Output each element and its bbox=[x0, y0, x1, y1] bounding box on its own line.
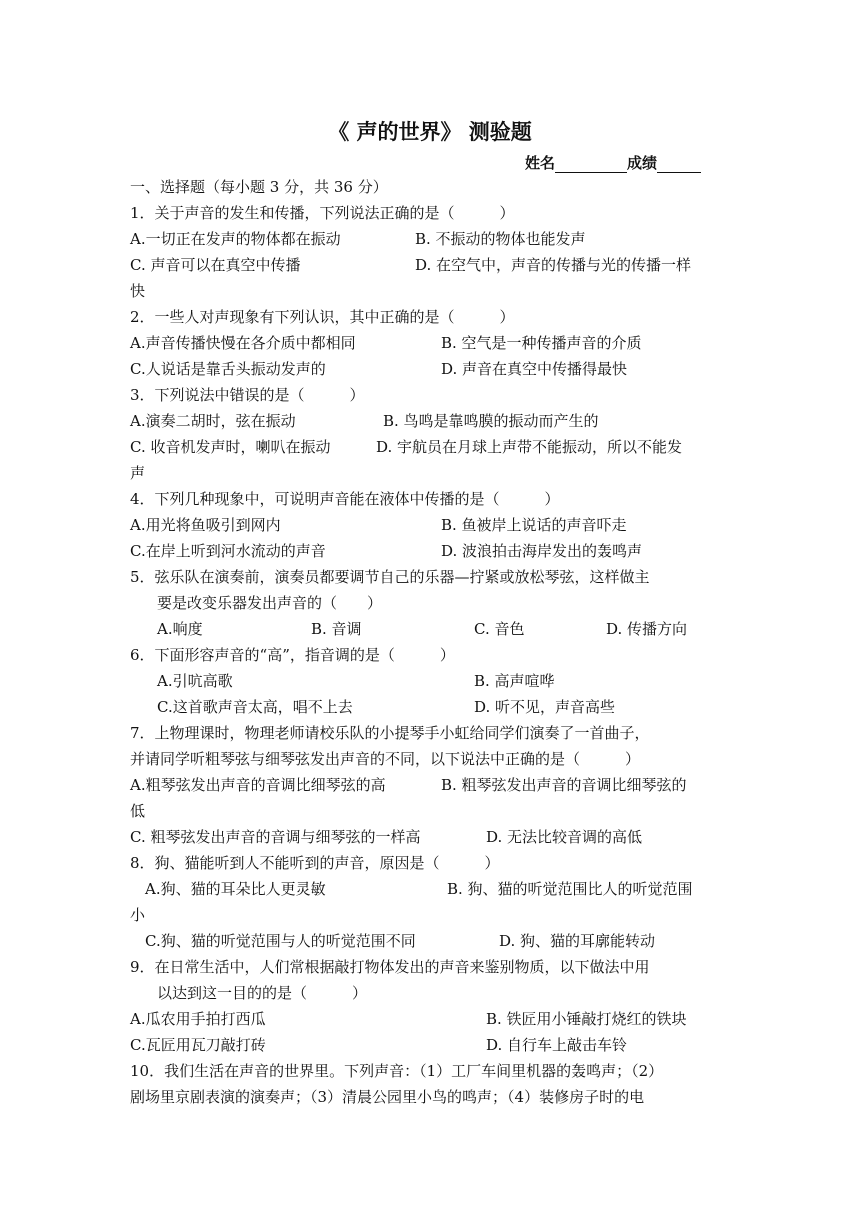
section-heading: 一、选择题（每小题 3 分，共 36 分） bbox=[130, 178, 388, 196]
name-blank[interactable] bbox=[555, 157, 627, 173]
q1-option-d: D. 在空气中，声音的传播与光的传播一样 bbox=[415, 256, 692, 274]
q4-option-b: B. 鱼被岸上说话的声音吓走 bbox=[441, 516, 627, 534]
q8-option-c: C.狗、猫的听觉范围与人的听觉范围不同 bbox=[145, 932, 416, 950]
question-5-stem: 5．弦乐队在演奏前，演奏员都要调节自己的乐器—拧紧或放松琴弦，这样做主 bbox=[130, 568, 650, 586]
q7-option-a: A.粗琴弦发出声音的音调比细琴弦的高 bbox=[130, 776, 386, 794]
q8-option-b: B. 狗、猫的听觉范围比人的听觉范围 bbox=[447, 880, 693, 898]
score-blank[interactable] bbox=[657, 157, 701, 173]
question-7-stem-continued: 并请同学听粗琴弦与细琴弦发出声音的不同，以下说法中正确的是（ ） bbox=[130, 750, 641, 768]
q9-option-c: C.瓦匠用瓦刀敲打砖 bbox=[130, 1036, 266, 1054]
q9-option-a: A.瓜农用手拍打西瓜 bbox=[130, 1010, 266, 1028]
score-label: 成绩 bbox=[627, 154, 658, 172]
q7-option-d: D. 无法比较音调的高低 bbox=[486, 828, 643, 846]
q5-option-d: D. 传播方向 bbox=[606, 620, 688, 638]
student-info-line bbox=[525, 152, 701, 173]
question-9-stem: 9．在日常生活中，人们常根据敲打物体发出的声音来鉴别物质，以下做法中用 bbox=[130, 958, 650, 976]
q6-option-d: D. 听不见，声音高些 bbox=[474, 698, 616, 716]
q1-option-d-continued: 快 bbox=[130, 282, 146, 300]
question-9-stem-continued: 以达到这一目的的是（ ） bbox=[157, 984, 368, 1002]
q3-option-c: C. 收音机发声时，喇叭在振动 bbox=[130, 438, 331, 456]
question-3-stem: 3．下列说法中错误的是（ ） bbox=[130, 386, 365, 404]
q3-option-a: A.演奏二胡时，弦在振动 bbox=[130, 412, 296, 430]
question-4-stem: 4．下列几种现象中，可说明声音能在液体中传播的是（ ） bbox=[130, 490, 560, 508]
q5-option-b: B. 音调 bbox=[311, 620, 362, 638]
question-8-stem: 8．狗、猫能听到人不能听到的声音，原因是（ ） bbox=[130, 854, 500, 872]
q3-option-b: B. 鸟鸣是靠鸣膜的振动而产生的 bbox=[383, 412, 599, 430]
q5-option-a: A.响度 bbox=[157, 620, 203, 638]
q4-option-d: D. 波浪拍击海岸发出的轰鸣声 bbox=[441, 542, 643, 560]
q2-option-b: B. 空气是一种传播声音的介质 bbox=[441, 334, 642, 352]
question-2-stem: 2．一些人对声现象有下列认识，其中正确的是（ ） bbox=[130, 308, 515, 326]
q4-option-a: A.用光将鱼吸引到网内 bbox=[130, 516, 281, 534]
question-6-stem: 6．下面形容声音的“高”，指音调的是（ ） bbox=[130, 646, 455, 664]
q7-option-c: C. 粗琴弦发出声音的音调与细琴弦的一样高 bbox=[130, 828, 421, 846]
q4-option-c: C.在岸上听到河水流动的声音 bbox=[130, 542, 326, 560]
q9-option-b: B. 铁匠用小锤敲打烧红的铁块 bbox=[486, 1010, 687, 1028]
q9-option-d: D. 自行车上敲击车铃 bbox=[486, 1036, 628, 1054]
q1-option-c: C. 声音可以在真空中传播 bbox=[130, 256, 301, 274]
question-10-line-2: 剧场里京剧表演的演奏声；（3）清晨公园里小鸟的鸣声；（4）装修房子时的电 bbox=[130, 1088, 645, 1106]
question-5-stem-continued: 要是改变乐器发出声音的（ ） bbox=[157, 594, 383, 612]
q2-option-c: C.人说话是靠舌头振动发声的 bbox=[130, 360, 326, 378]
q2-option-a: A.声音传播快慢在各介质中都相同 bbox=[130, 334, 356, 352]
q5-option-c: C. 音色 bbox=[474, 620, 525, 638]
question-1-stem: 1．关于声音的发生和传播，下列说法正确的是（ ） bbox=[130, 204, 515, 222]
question-7-stem: 7．上物理课时，物理老师请校乐队的小提琴手小虹给同学们演奏了一首曲子， bbox=[130, 724, 650, 742]
q6-option-a: A.引吭高歌 bbox=[157, 672, 233, 690]
q1-option-b: B. 不振动的物体也能发声 bbox=[415, 230, 586, 248]
question-10-line-1: 10．我们生活在声音的世界里。下列声音：（1）工厂车间里机器的轰鸣声；（2） bbox=[130, 1062, 664, 1080]
q8-option-d: D. 狗、猫的耳廓能转动 bbox=[499, 932, 656, 950]
q2-option-d: D. 声音在真空中传播得最快 bbox=[441, 360, 628, 378]
page-title: 《 声的世界》 测验题 bbox=[328, 120, 532, 144]
q8-option-a: A.狗、猫的耳朵比人更灵敏 bbox=[145, 880, 326, 898]
q7-option-b-continued: 低 bbox=[130, 802, 146, 820]
q6-option-b: B. 高声喧哗 bbox=[474, 672, 555, 690]
q6-option-c: C.这首歌声音太高，唱不上去 bbox=[157, 698, 353, 716]
q8-option-b-continued: 小 bbox=[130, 906, 146, 924]
q3-option-d-continued: 声 bbox=[130, 464, 146, 482]
q1-option-a: A.一切正在发声的物体都在振动 bbox=[130, 230, 341, 248]
name-label: 姓名 bbox=[525, 154, 556, 172]
q7-option-b: B. 粗琴弦发出声音的音调比细琴弦的 bbox=[441, 776, 687, 794]
q3-option-d: D. 宇航员在月球上声带不能振动，所以不能发 bbox=[376, 438, 683, 456]
